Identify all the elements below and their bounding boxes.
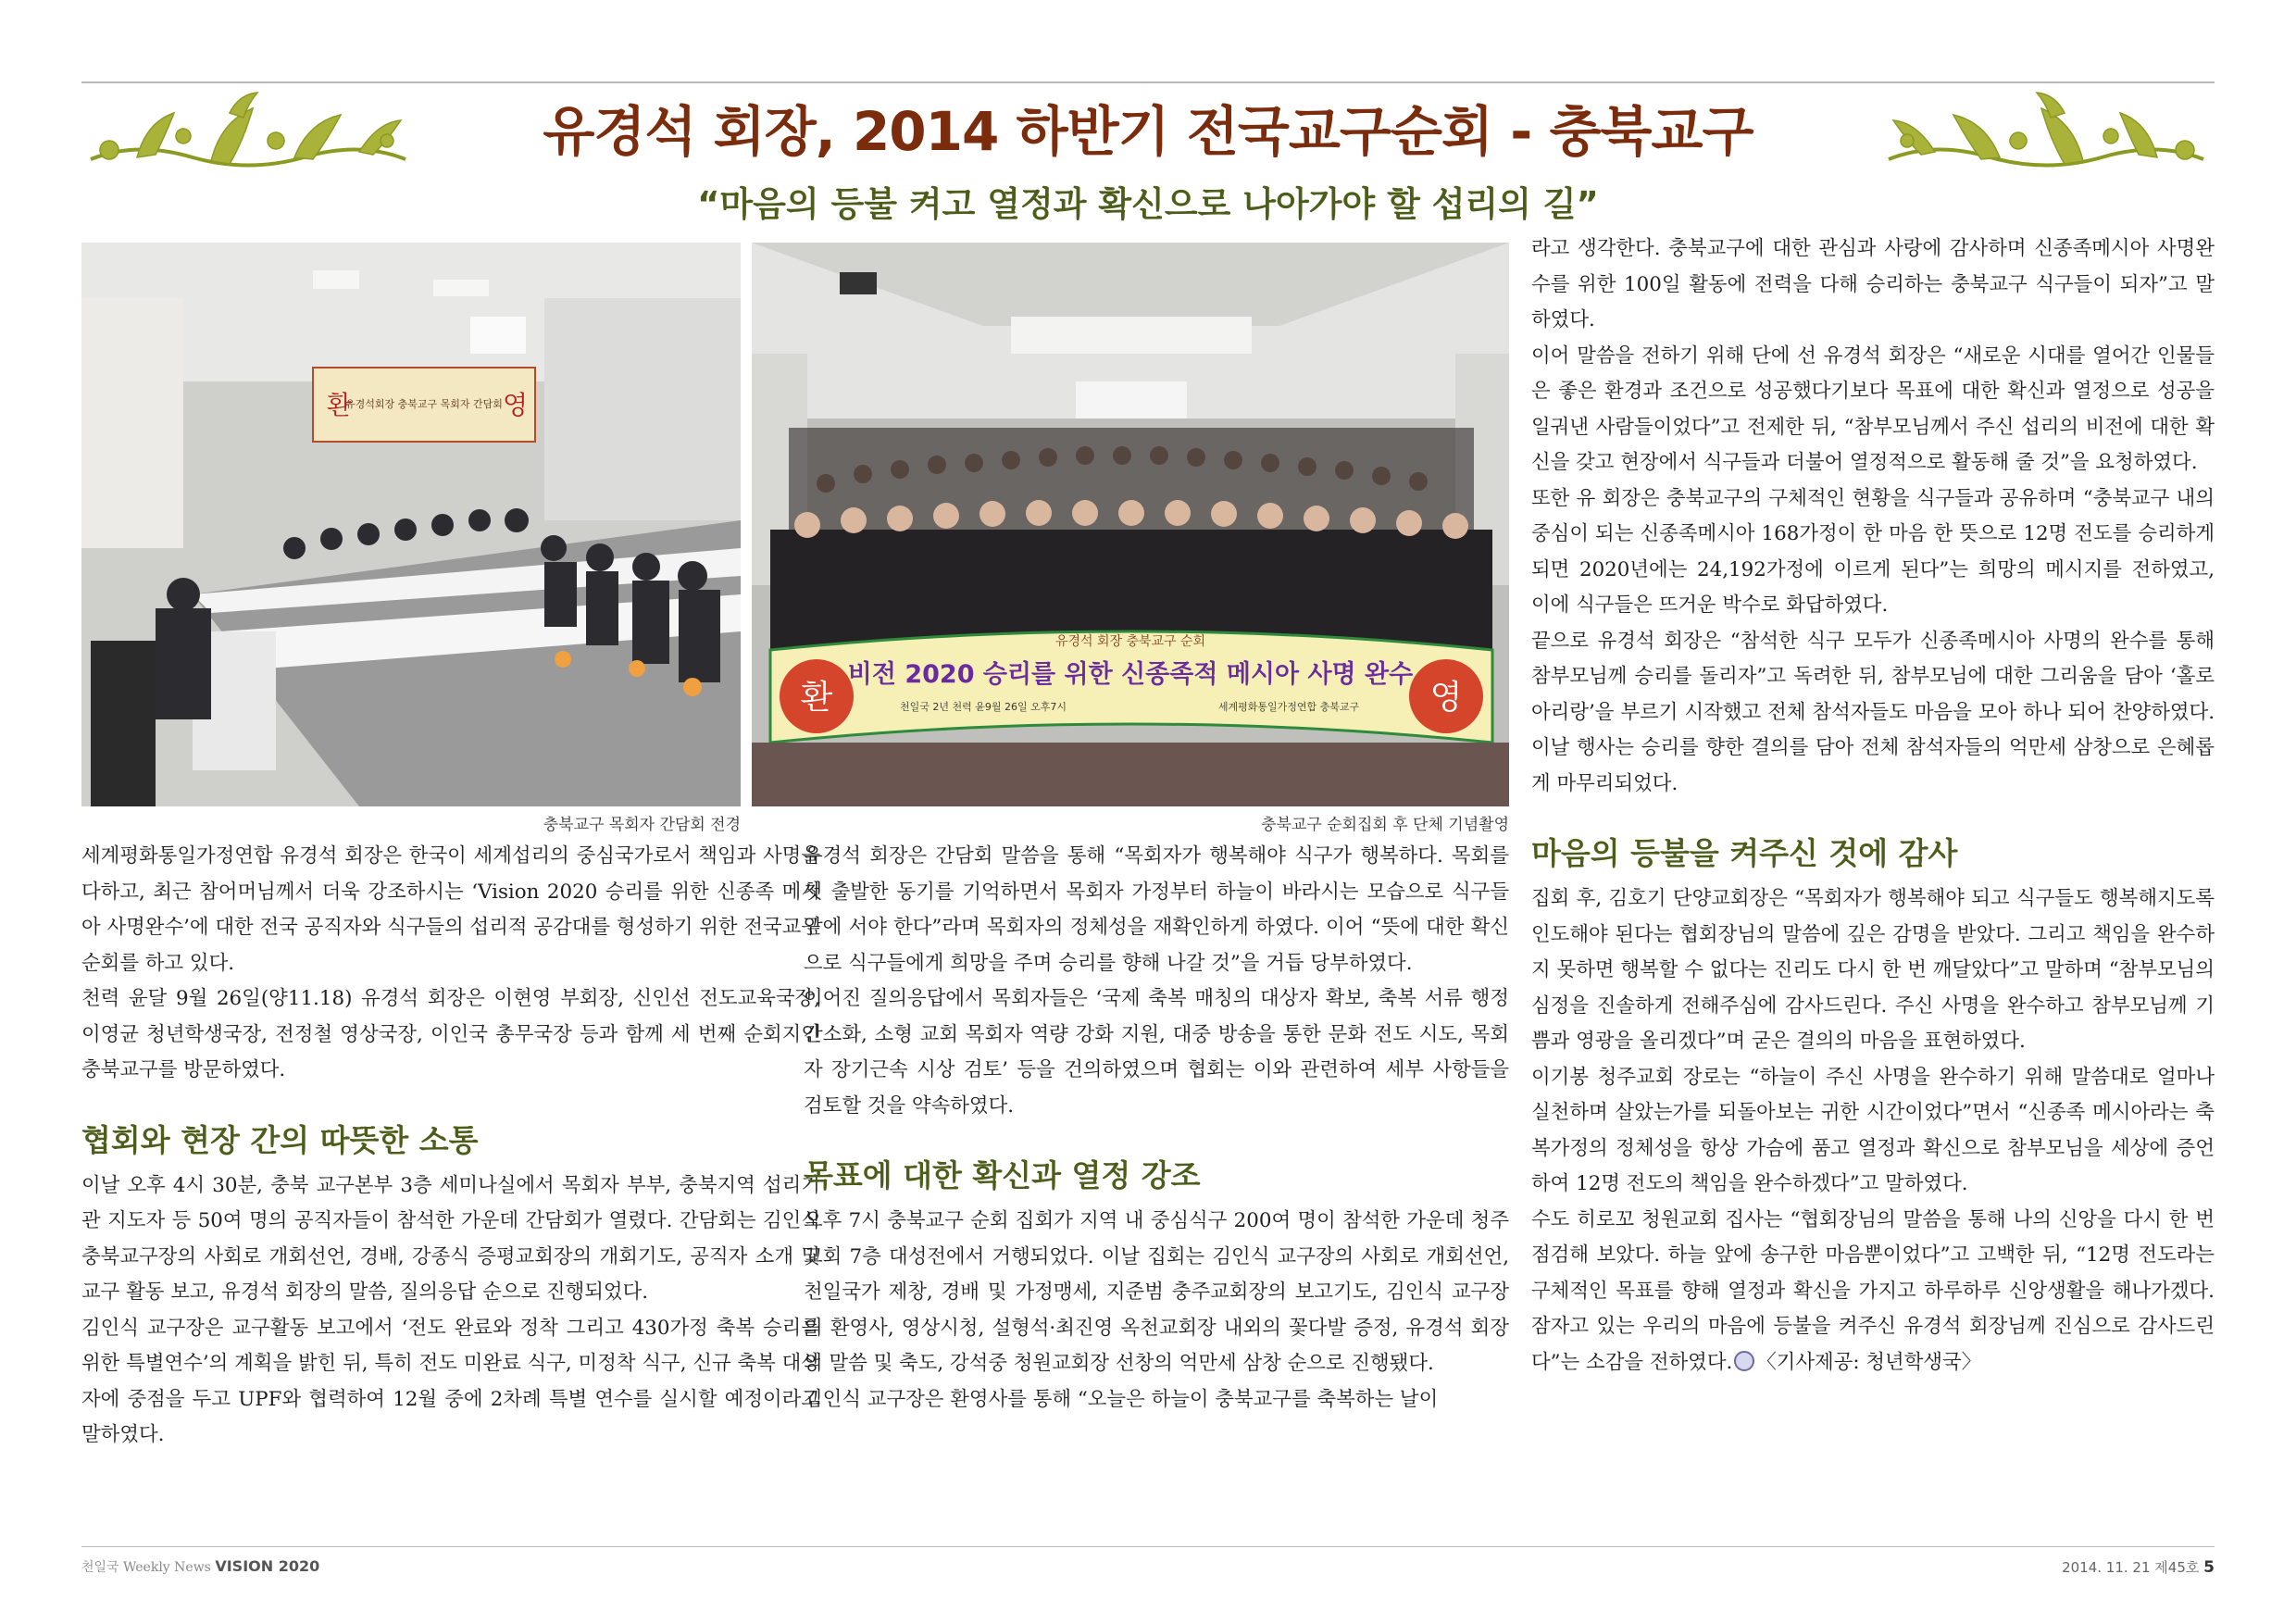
bottom-rule bbox=[81, 1546, 2215, 1547]
paragraph: 라고 생각한다. 충북교구에 대한 관심과 사랑에 감사하며 신종족메시아 사명완수를 위한 100일 활동에 전력을 다해 승리하는 충북교구 식구들이 되자”고 말하였다. bbox=[1531, 237, 2215, 331]
section-heading: 목표에 대한 확신과 열정 강조 bbox=[804, 1157, 1201, 1193]
svg-text:유경석 회장 충북교구 순회: 유경석 회장 충북교구 순회 bbox=[1054, 634, 1206, 649]
article-credit: 〈기사제공: 청년학생국〉 bbox=[1756, 1350, 1982, 1374]
svg-text:비전 2020 승리를 위한 신종족적 메시아 사명 완수: 비전 2020 승리를 위한 신종족적 메시아 사명 완수 bbox=[847, 660, 1414, 689]
svg-text:유경석회장 충북교구 목회자 간담회: 유경석회장 충북교구 목회자 간담회 bbox=[345, 398, 503, 410]
paragraph: 이기봉 청주교회 장로는 “하늘이 주신 사명을 완수하기 위해 말씀대로 얼마나 실천하며 살았는가를 되돌아보는 귀한 시간이었다”면서 “신종족 메시아라는 축복가정의 정체성을 항상 가슴에 품고 열정과 확신으로 참부모님을 세상에 증언하여 12명 전도의 책임을 완수하겠다”고 말하였다. bbox=[1531, 1065, 2215, 1195]
svg-text:천일국 2년 천력 윤9월 26일 오후7시: 천일국 2년 천력 윤9월 26일 오후7시 bbox=[900, 701, 1067, 713]
paragraph bbox=[1531, 1203, 2215, 1381]
article-end-icon bbox=[1734, 1351, 1754, 1371]
page-subtitle: “마음의 등불 켜고 열정과 확신으로 나아가야 할 섭리의 길” bbox=[697, 184, 1599, 224]
paragraph: 오후 7시 충북교구 순회 집회가 지역 내 중심식구 200여 명이 참석한 가운데 청주교회 7층 대성전에서 거행되었다. 이날 집회는 김인식 교구장의 사회로 개회선언, 천일국가 제창, 경배 및 가정맹세, 지준범 충주교회장의 보고기도, 김인식 교구장의 환영사, 영상시청, 설형석·최진영 옥천교회장 내외의 꽃다발 증정, 유경석 회장의 말씀 및 축도, 강석중 청원교회장 선창의 억만세 삼창 순으로 진행됐다. bbox=[804, 1209, 1509, 1375]
svg-text:세계평화통일가정연합 충북교구: 세계평화통일가정연합 충북교구 bbox=[1217, 701, 1360, 713]
svg-text:환: 환 bbox=[800, 679, 833, 717]
paragraph: 유경석 회장은 간담회 말씀을 통해 “목회자가 행복해야 식구가 행복하다. 목회를 첫 출발한 동기를 기억하면서 목회자 가정부터 하늘이 바라시는 모습으로 식구들 앞에 서야 한다”라며 목회자의 정체성을 재확인하게 하였다. 이어 “뜻에 대한 확신으로 식구들에게 희망을 주며 승리를 향해 나갈 것”을 거듭 당부하였다. bbox=[804, 844, 1509, 975]
section-heading: 협회와 현장 간의 따뜻한 소통 bbox=[81, 1121, 479, 1158]
paragraph: 김인식 교구장은 환영사를 통해 “오늘은 하늘이 충북교구를 축복하는 날이 bbox=[804, 1387, 1439, 1411]
svg-text:영: 영 bbox=[503, 390, 529, 420]
section-heading: 마음의 등불을 켜주신 것에 감사 bbox=[1531, 835, 1958, 871]
footer-brand-small: 천일국 Weekly News bbox=[81, 1560, 211, 1575]
paragraph: 이날 오후 4시 30분, 충북 교구본부 3층 세미나실에서 목회자 부부, 충북지역 섭리기관 지도자 등 50여 명의 공직자들이 참석한 가운데 간담회가 열렸다. 간담회는 김인식 충북교구장의 사회로 개회선언, 경배, 강종식 증평교회장의 개회기도, 공직자 소개 및 교구 활동 보고, 유경석 회장의 말씀, 질의응답 순으로 진행되었다. bbox=[81, 1173, 820, 1304]
paragraph: 끝으로 유경석 회장은 “참석한 식구 모두가 신종족메시아 사명의 완수를 통해 참부모님께 승리를 돌리자”고 독려한 뒤, 참부모님에 대한 그리움을 담아 ‘홀로 아리랑’을 부르기 시작했고 전체 참석자들도 마음을 모아 하나 되어 찬양하였다. 이날 행사는 승리를 향한 결의를 담아 전체 참석자들의 억만세 삼창으로 은혜롭게 마무리되었다. bbox=[1531, 629, 2215, 795]
paragraph: 이어 말씀을 전하기 위해 단에 선 유경석 회장은 “새로운 시대를 열어간 인물들은 좋은 환경과 조건으로 성공했다기보다 목표에 대한 확신과 열정으로 성공을 일궈낸 사람들이었다”고 전제한 뒤, “참부모님께서 주신 섭리의 비전에 대한 확신을 갖고 현장에서 식구들과 더불어 열정적으로 활동해 줄 것”을 요청하였다. bbox=[1531, 344, 2215, 474]
footer-issue-number: 제45호 bbox=[2154, 1559, 2200, 1576]
footer-brand bbox=[81, 1557, 319, 1576]
meeting-photo bbox=[81, 243, 741, 806]
footer-date: 2014. 11. 21 bbox=[2062, 1559, 2151, 1576]
article-column-3 bbox=[1531, 231, 2215, 1380]
meeting-banner bbox=[313, 368, 535, 442]
top-rule bbox=[81, 81, 2215, 83]
paragraph: 이어진 질의응답에서 목회자들은 ‘국제 축복 매칭의 대상자 확보, 축복 서류 행정 간소화, 소형 교회 목회자 역량 강화 지원, 대중 방송을 통한 문화 전도 시도, 목회자 장기근속 시상 검토’ 등을 건의하였으며 협회는 이와 관련하여 세부 사항들을 검토할 것을 약속하였다. bbox=[804, 987, 1509, 1118]
photo-caption-2: 충북교구 순회집회 후 단체 기념촬영 bbox=[1261, 816, 1509, 834]
page-number: 5 bbox=[2203, 1558, 2215, 1577]
footer-brand-name: VISION 2020 bbox=[215, 1557, 320, 1575]
paragraph: 세계평화통일가정연합 유경석 회장은 한국이 세계섭리의 중심국가로서 책임과 사명을 다하고, 최근 참어머님께서 더욱 강조하시는 ‘Vision 2020 승리를 위한 신종족 메시아 사명완수’에 대한 전국 공직자와 식구들의 섭리적 공감대를 형성하기 위한 전국교구순회를 하고 있다. bbox=[81, 844, 821, 975]
paragraph: 김인식 교구장은 교구활동 보고에서 ‘전도 완료와 정착 그리고 430가정 축복 승리를 위한 특별연수’의 계획을 밝힌 뒤, 특히 전도 미완료 식구, 미정착 식구, 신규 축복 대상자에 중점을 두고 UPF와 협력하여 12월 중에 2차례 특별 연수를 실시할 예정이라고 말하였다. bbox=[81, 1316, 820, 1446]
article-column-1 bbox=[81, 839, 820, 1454]
svg-text:환: 환 bbox=[327, 390, 353, 420]
paragraph: 또한 유 회장은 충북교구의 구체적인 현황을 식구들과 공유하며 “충북교구 내의 중심이 되는 신종족메시아 168가정이 한 마음 한 뜻으로 12명 전도를 승리하게 되면 2020년에는 24,192가정에 이르게 된다”는 희망의 메시지를 전하였고, 이에 식구들은 뜨거운 박수로 화답하였다. bbox=[1531, 486, 2215, 617]
paragraph-text: 수도 히로꼬 청원교회 집사는 “협회장님의 말씀을 통해 나의 신앙을 다시 한 번 점검해 보았다. 하늘 앞에 송구한 마음뿐이었다”고 고백한 뒤, “12명 전도라는 구체적인 목표를 향해 열정과 확신을 가지고 하루하루 신앙생활을 해나가겠다. 잠자고 있는 우리의 마음에 등불을 켜주신 유경석 회장님께 진심으로 감사드린다”는 소감을 전하였다. bbox=[1531, 1207, 2215, 1374]
svg-text:영: 영 bbox=[1429, 679, 1463, 717]
paragraph: 천력 윤달 9월 26일(양11.18) 유경석 회장은 이현영 부회장, 신인선 전도교육국장, 이영균 청년학생국장, 전정철 영상국장, 이인국 총무국장 등과 함께 세 번째 순회지인 충북교구를 방문하였다. bbox=[81, 987, 820, 1081]
page-title: 유경석 회장, 2014 하반기 전국교구순회 - 충북교구 bbox=[543, 100, 1753, 163]
paragraph: 집회 후, 김호기 단양교회장은 “목회자가 행복해야 되고 식구들도 행복해지도록 인도해야 된다는 협회장님의 말씀에 깊은 감명을 받았다. 그리고 책임을 완수하지 못하면 행복할 수 없다는 진리도 다시 한 번 깨달았다”고 말하며 “참부모님의 심정을 진솔하게 전해주심에 감사드린다. 주신 사명을 완수하고 참부모님께 기쁨과 영광을 올리겠다”며 굳은 결의의 마음을 표현하였다. bbox=[1531, 887, 2215, 1053]
photo-caption-1: 충북교구 목회자 간담회 전경 bbox=[543, 816, 741, 834]
article-column-2 bbox=[804, 839, 1509, 1418]
footer-issue bbox=[2062, 1557, 2215, 1577]
group-photo bbox=[752, 243, 1509, 806]
